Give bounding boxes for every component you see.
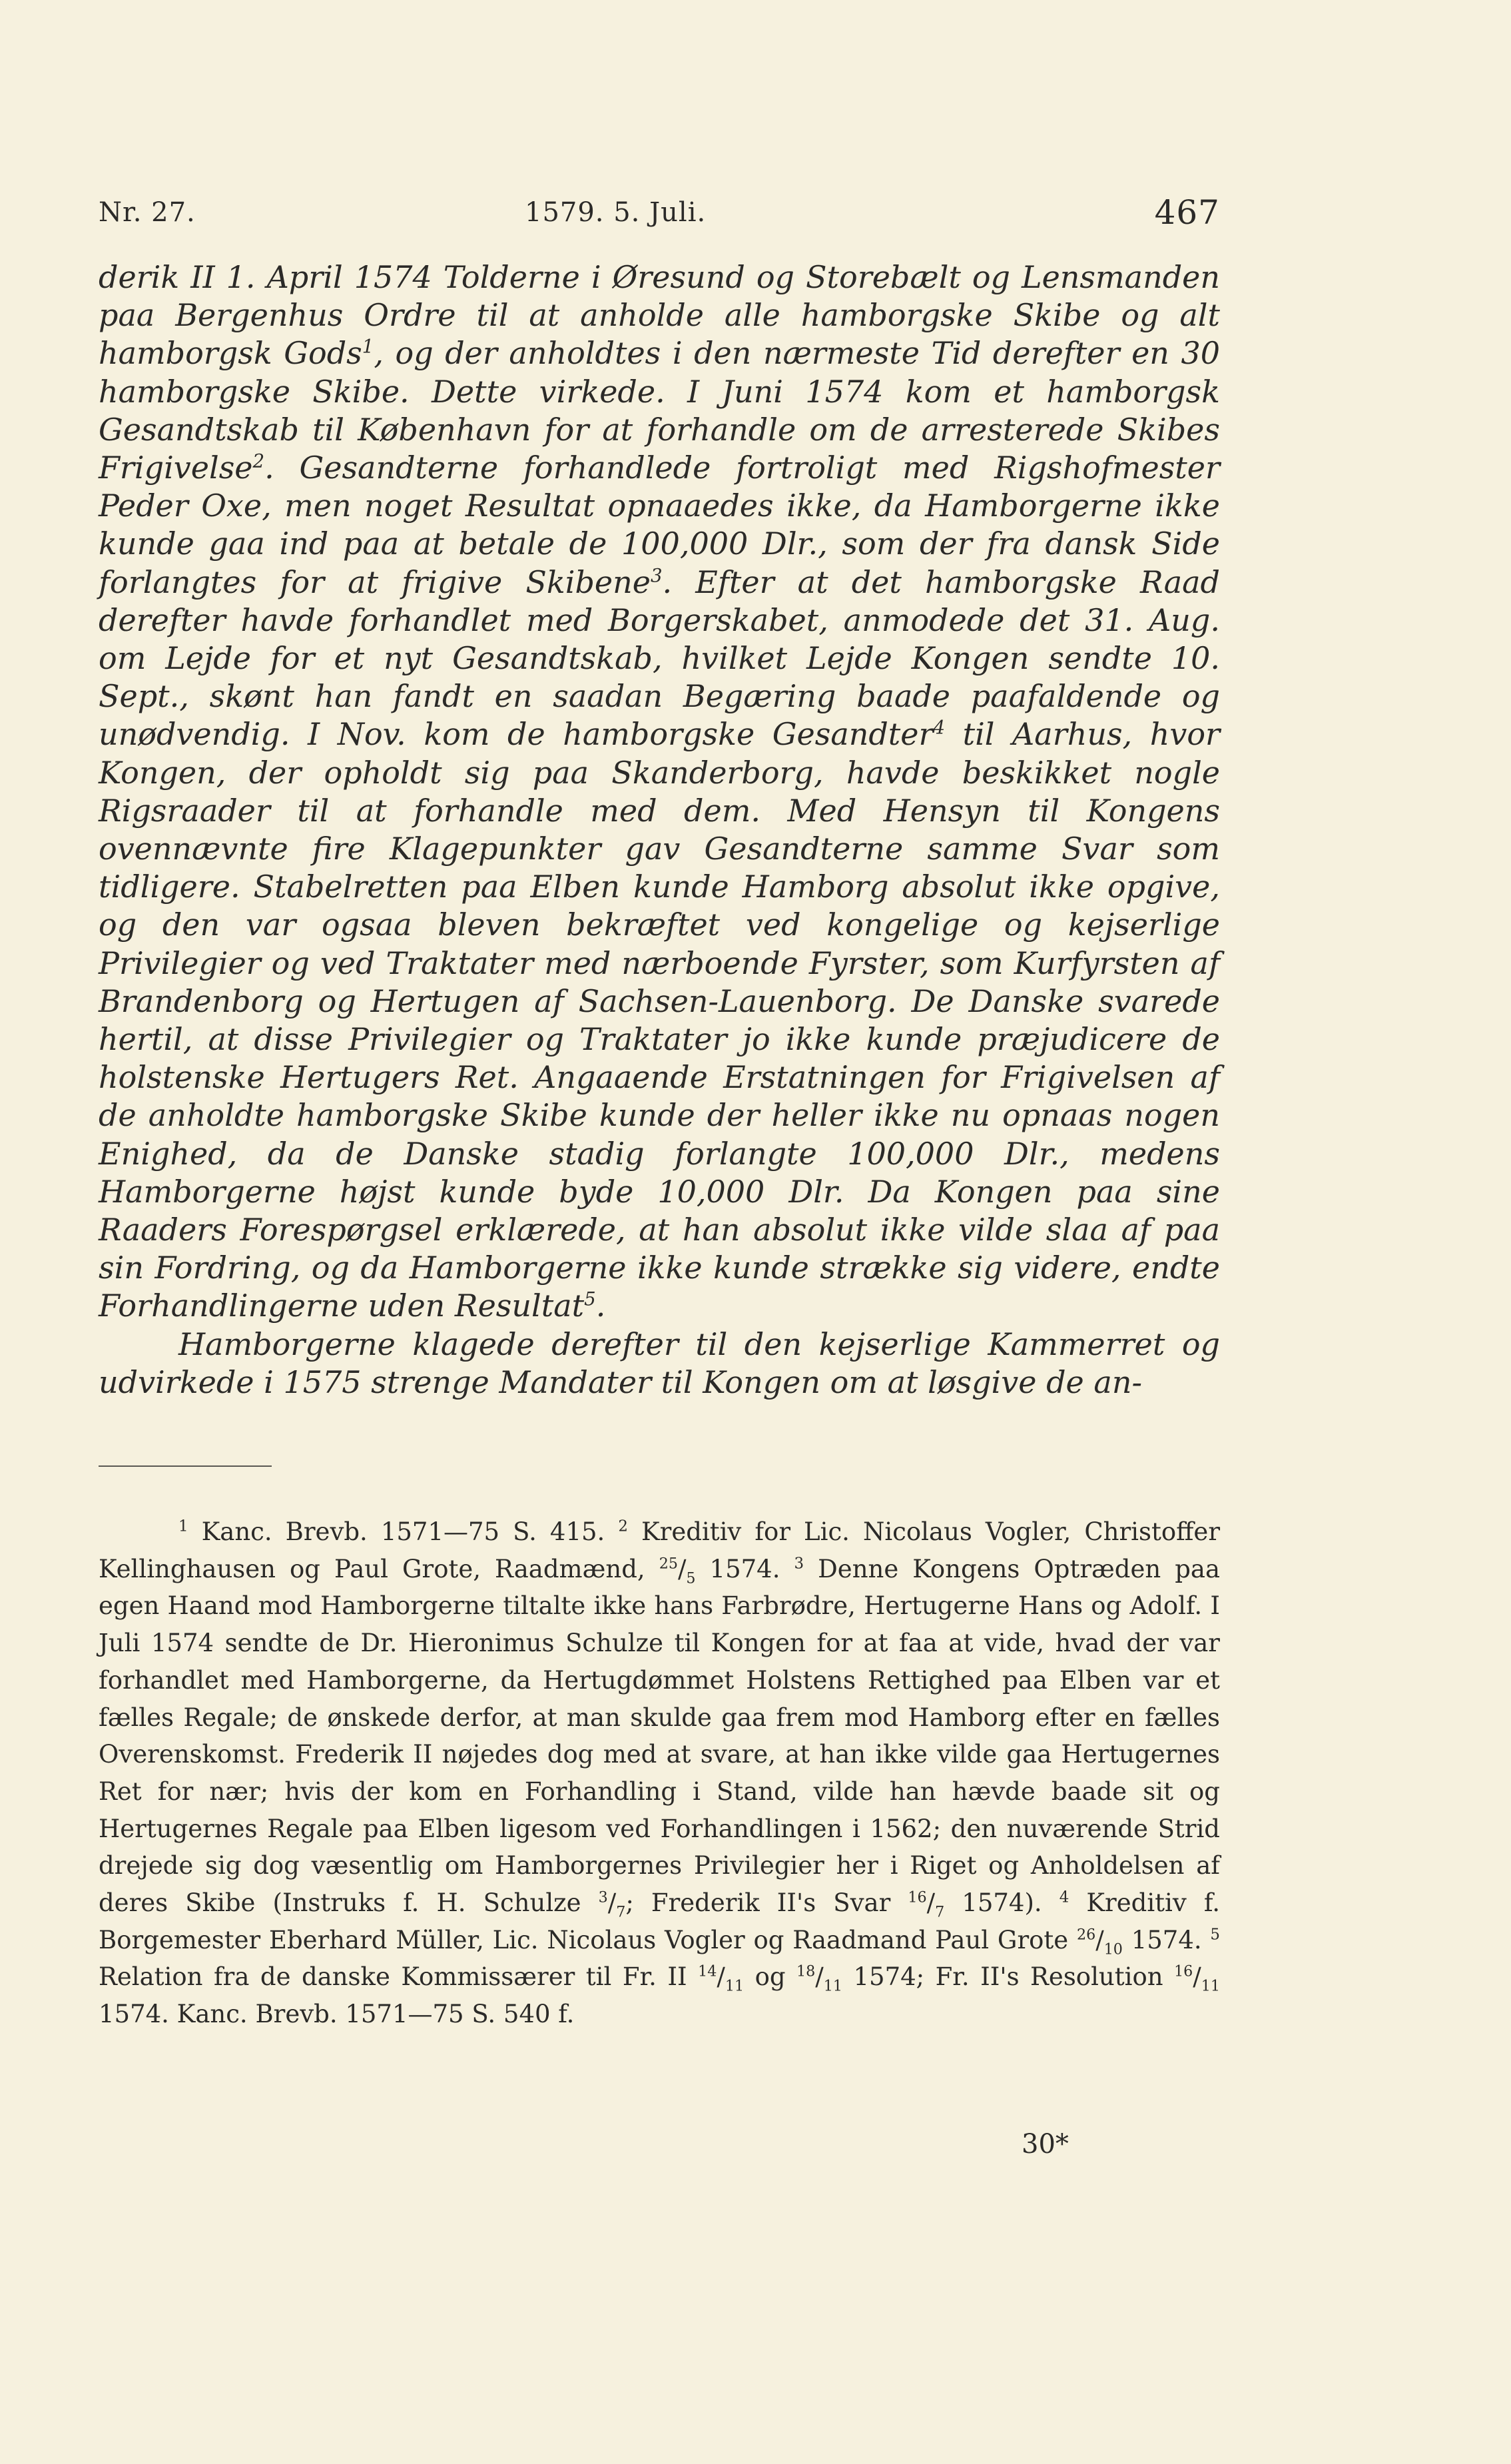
footnote-4-text: Kreditiv f. Borgemester Eberhard Müller, Lic. Nicolaus Vogler og Raadmand Paul Grote — [99, 1888, 1220, 1954]
text-run: . Efter at det hamborgske Raad derefter havde forhandlet med Borgerskabet, anmodede det 31. Aug. om Lejde for et nyt Gesandtskab, hvilket Lejde Kongen sendte 10. Sept., skønt han fandt en saadan Begæring baade paafaldende og unødvendig. I Nov. kom de hamborgske Gesandter — [99, 564, 1220, 753]
footnote-ref-1: 1 — [362, 336, 374, 358]
footnote-number-2: 2 — [618, 1517, 628, 1535]
footnote-number-3: 3 — [794, 1555, 804, 1573]
text-run: til Aarhus, hvor Kongen, der opholdt sig paa Skanderborg, havde beskikket nogle Rigsraader til at forhandle med dem. Med Hensyn til Kongens ovennævnte fire Klagepunkter gav Gesandterne samme Svar som tidligere. Stabelretten paa Elben kunde Hamborg absolut ikke opgive, og den var ogsaa bleven bekræftet ved kongelige og kejserlige Privilegier og ved Traktater med nærboende Fyrster, som Kurfyrsten af Brandenborg og Hertugen af Sachsen-Lauenborg. De Danske svarede hertil, at disse Privilegier og Traktater jo ikke kunde præjudicere de holstenske Hertugers Ret. Angaaende Erstatningen for Frigivelsen af de anholdte hamborgske Skibe kunde der heller ikke nu opnaas nogen Enighed, da de Danske stadig forlangte 100,000 Dlr., medens Hamborgerne højst kunde byde 10,000 Dlr. Da Kongen paa sine Raaders Forespørgsel erklærede, at han absolut ikke vilde slaa af paa sin Fordring, og da Hamborgerne ikke kunde strække sig videre, endte Forhandlingerne uden Resultat — [99, 716, 1221, 1324]
text-run: . Gesandterne forhandlede fortroligt med Rigshofmester Peder Oxe, men noget Resultat opnaaedes ikke, da Hamborgerne ikke kunde gaa ind paa at betale de 100,000 Dlr., som der fra dansk Side forlangtes for at frigive Skibene — [99, 450, 1220, 600]
footnote-number-4: 4 — [1059, 1888, 1069, 1906]
fraction-numerator: 3 — [598, 1888, 608, 1906]
fraction-numerator: 25 — [659, 1555, 678, 1573]
footnote-block: $^1$ Kanc. Brevb. 1571—75 S. 415. $^2$ Kreditiv for Lic. Nicolaus Vogler, Christoffer Kellinghausen og Paul Grote, Raadmænd, $^{25}/_5$ 1574. $^3$ Denne Kongens Optræden paa egen Haand mod Hamborgerne tiltalte ikke hans Farbrødre, Hertugerne Hans og Adolf. I Juli 1574 sendte de Dr. Hieronimus Schulze til Kongen for at faa at vide, hvad der var forhandlet med Hamborgerne, da Hertugdømmet Holstens Rettighed paa Elben var et fælles Regale; de ønskede derfor, at man skulde gaa frem mod Hamborg efter en fælles Overenskomst. Frederik II nøjedes dog med at svare, at han ikke vilde gaa Hertugernes Ret for nær; hvis der kom en Forhandling i Stand, vilde han hævde baade sit og Hertugernes Regale paa Elben ligesom ved Forhandlingen i 1562; den nuværende Strid drejede sig dog væsentlig om Hamborgernes Privilegier her i Riget og Anholdelsen af deres Skibe (Instruks f. H. Schulze $^3/_7$; Frederik II's Svar $^{16}/_7$ 1574). $^4$ Kreditiv f. Borgemester Eberhard Müller, Lic. Nicolaus Vogler og Raadmand Paul Grote $^{26}/_{10}$ 1574. $^5$ Relation fra de danske Kommissærer til Fr. II $^{14}/_{11}$ og $^{18}/_{11}$ 1574; Fr. II's Resolution $^{16}/_{11}$ 1574. Kanc. Brevb. 1571—75 S. 540 f. — [99, 1517, 1221, 2029]
fraction-denominator: 11 — [725, 1977, 745, 1995]
running-header — [99, 193, 1220, 237]
fraction-denominator: 7 — [616, 1903, 626, 1921]
footnote-3-text: Denne Kongens Optræden paa egen Haand mod Hamborgerne tiltalte ikke hans Farbrødre, Hertugerne Hans og Adolf. I Juli 1574 sendte de Dr. Hieronimus Schulze til Kongen for at faa at vide, hvad der var forhandlet med Hamborgerne, da Hertugdømmet Holstens Rettighed paa Elben var et fælles Regale; de ønskede derfor, at man skulde gaa frem mod Hamborg efter en fælles Overenskomst. Frederik II nøjedes dog med at svare, at han ikke vilde gaa Hertugernes Ret for nær; hvis der kom en Forhandling i Stand, vilde han hævde baade sit og Hertugernes Regale paa Elben ligesom ved Forhandlingen i 1562; den nuværende Strid drejede sig dog væsentlig om Hamborgernes Privilegier her i Riget og Anholdelsen af deres Skibe (Instruks f. H. Schulze — [99, 1554, 1221, 1918]
fraction-denominator: 10 — [1103, 1940, 1123, 1958]
footnote-5-text-mid2: 1574; Fr. II's Resolution — [842, 1962, 1175, 1992]
fraction-denominator: 5 — [686, 1569, 696, 1587]
text-run: derik II 1. April 1574 Tolderne i Øresund og Storebælt og Lensmanden paa Bergenhus Ordre til at anholde alle hamborgske Skibe og alt hamborgsk Gods — [99, 259, 1220, 372]
document-date: 1579. 5. Juli. — [525, 197, 707, 228]
footnote-ref-3: 3 — [650, 564, 663, 587]
footnote-ref-5: 5 — [584, 1288, 596, 1311]
footnote-5-text-end: 1574. Kanc. Brevb. 1571—75 S. 540 f. — [99, 2000, 575, 2029]
fraction-denominator: 11 — [1201, 1977, 1220, 1995]
footnote-3-text-mid: ; Frederik II's Svar — [625, 1888, 908, 1918]
fraction-numerator: 18 — [796, 1963, 816, 1981]
signature-mark: 30* — [1022, 2129, 1069, 2160]
fraction-numerator: 14 — [698, 1963, 717, 1981]
footnote-ref-4: 4 — [933, 717, 946, 739]
footnote-3-text-end: 1574). — [944, 1888, 1042, 1918]
fraction-numerator: 16 — [1174, 1963, 1193, 1981]
fraction-denominator: 11 — [823, 1977, 842, 1995]
footnote-5-text: Relation fra de danske Kommissærer til Fr. II — [99, 1962, 699, 1992]
footnote-ref-2: 2 — [252, 450, 265, 472]
main-text — [99, 258, 1220, 1402]
page-number: 467 — [1154, 193, 1220, 232]
footnote-2-text: Kreditiv for Lic. Nicolaus Vogler, Christoffer Kellinghausen og Paul Grote, Raadmænd, — [99, 1517, 1221, 1583]
footnote-number-5: 5 — [1210, 1926, 1220, 1944]
chapter-number: Nr. 27. — [99, 197, 196, 228]
footnotes — [99, 1513, 1220, 2033]
text-run: , og der anholdtes i den nærmeste Tid derefter en 30 hamborgske Skibe. Dette virkede. I Juni 1574 kom et hamborgsk Gesandtskab til København for at forhandle om de arresterede Skibes Frigivelse — [99, 335, 1221, 486]
fraction-numerator: 26 — [1076, 1926, 1096, 1944]
footnote-4-text-end: 1574. — [1122, 1925, 1202, 1954]
footnote-number-1: 1 — [178, 1517, 188, 1535]
footnote-2-text-end: 1574. — [695, 1554, 780, 1583]
paragraph-2: Hamborgerne klagede derefter til den kejserlige Kammerret og udvirkede i 1575 strenge Mandater til Kongen om at løsgive de an- — [99, 1326, 1220, 1400]
fraction-numerator: 16 — [908, 1888, 927, 1906]
text-run: . — [595, 1288, 606, 1324]
footnote-1-text: Kanc. Brevb. 1571—75 S. 415. — [188, 1517, 605, 1546]
footnote-separator — [99, 1465, 272, 1467]
fraction-denominator: 7 — [935, 1903, 945, 1921]
footnote-5-text-mid: og — [744, 1962, 797, 1992]
paragraph-1 — [99, 258, 1220, 1326]
